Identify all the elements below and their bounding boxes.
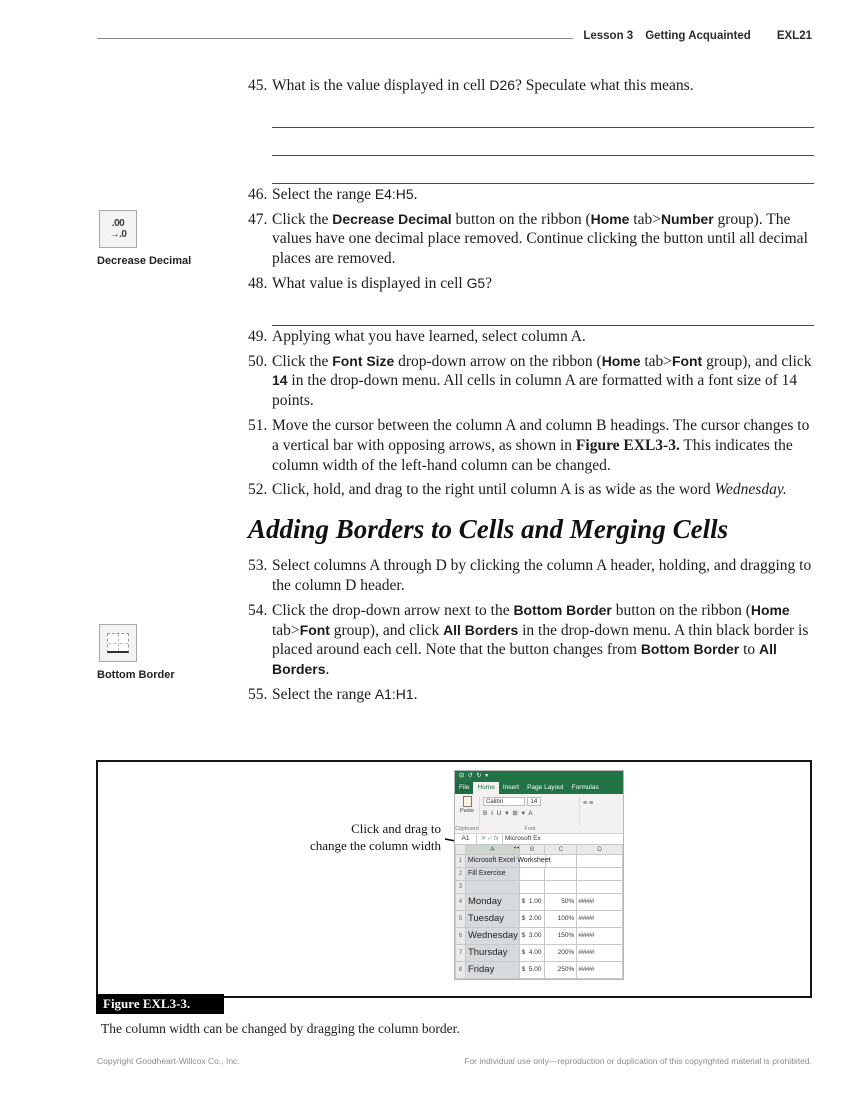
step-text-segment: . bbox=[413, 185, 418, 203]
figure-annotation-line2: change the column width bbox=[309, 838, 441, 853]
step-number: 46. bbox=[248, 185, 268, 203]
step-item bbox=[248, 685, 814, 705]
worksheet-cell bbox=[577, 868, 623, 881]
footer-usage-notice: For individual use only—reproduction or duplication of this copyrighted material is prohibited. bbox=[464, 1056, 812, 1066]
column-resize-cursor: ↔ bbox=[512, 841, 521, 851]
font-name-box: Calibri bbox=[483, 797, 525, 806]
step-text bbox=[272, 601, 814, 680]
worksheet-cell: Wednesday bbox=[466, 928, 520, 945]
step-number: 48. bbox=[248, 274, 268, 292]
step-text bbox=[272, 210, 814, 269]
worksheet-row bbox=[456, 911, 623, 928]
clipboard-icon bbox=[463, 796, 472, 807]
worksheet-cell: ##### bbox=[577, 911, 623, 928]
answer-blank-line bbox=[272, 299, 814, 326]
answer-blank-line bbox=[272, 157, 814, 184]
worksheet-cell: 50% bbox=[545, 894, 577, 911]
worksheet-cell: Thursday bbox=[466, 945, 520, 962]
step-text bbox=[272, 76, 814, 96]
worksheet-cell: 200% bbox=[545, 945, 577, 962]
step-text-segment: Bottom Border bbox=[640, 641, 740, 658]
steps-53-to-55 bbox=[248, 556, 814, 705]
row-number: 1 bbox=[456, 855, 466, 868]
step-item bbox=[248, 274, 814, 294]
step-text-segment: Home bbox=[590, 210, 630, 227]
step-text-segment: Font Size bbox=[332, 352, 395, 369]
step-text bbox=[272, 352, 814, 411]
step-number: 49. bbox=[248, 327, 268, 345]
worksheet-cell: ##### bbox=[577, 928, 623, 945]
header-rule bbox=[97, 38, 573, 39]
step-text-segment: Home bbox=[750, 601, 790, 618]
step-number: 52. bbox=[248, 481, 268, 499]
step-text-segment: Home bbox=[601, 352, 641, 369]
step-item bbox=[248, 352, 814, 411]
row-number: 8 bbox=[456, 962, 466, 979]
column-header-b: B bbox=[520, 845, 546, 855]
decrease-decimal-glyph-top: .00 bbox=[111, 218, 125, 229]
ribbon-tab-home: Home bbox=[473, 782, 498, 794]
step-text-segment: group), and click bbox=[702, 352, 812, 370]
step-number: 55. bbox=[248, 685, 268, 703]
row-number: 7 bbox=[456, 945, 466, 962]
step-text-segment: group). The values have one decimal place removed. Continue clicking the button until all decimal places are removed. bbox=[272, 210, 808, 268]
step-text bbox=[272, 327, 814, 347]
worksheet-cell: Microsoft Excel Worksheet bbox=[466, 855, 520, 868]
ribbon-tab-insert: Insert bbox=[502, 784, 520, 791]
worksheet-cell: Fill Exercise bbox=[466, 868, 520, 881]
formula-bar bbox=[455, 834, 623, 845]
step-text-segment: 14 bbox=[272, 372, 288, 389]
decrease-decimal-callout bbox=[97, 210, 227, 267]
bottom-border-glyph bbox=[107, 633, 129, 653]
step-text-segment: button on the ribbon ( bbox=[451, 210, 591, 228]
worksheet-row bbox=[456, 881, 623, 894]
step-text-segment: Select the range bbox=[272, 185, 375, 203]
figure-box bbox=[96, 760, 812, 998]
figure-annotation-line1: Click and drag to bbox=[351, 821, 441, 836]
page-footer bbox=[97, 1056, 812, 1066]
step-item bbox=[248, 185, 814, 205]
ribbon bbox=[455, 794, 623, 834]
step-item bbox=[248, 210, 814, 269]
step-text-segment: Font bbox=[299, 621, 330, 638]
step-text-segment: ? bbox=[485, 274, 493, 292]
row-number: 3 bbox=[456, 881, 466, 894]
step-number: 51. bbox=[248, 416, 268, 434]
step-text-segment: button on the ribbon ( bbox=[611, 601, 751, 619]
bottom-border-icon bbox=[99, 624, 137, 662]
step-text-segment: What is the value displayed in cell bbox=[272, 77, 490, 94]
answer-blank-line bbox=[272, 101, 814, 128]
step-number: 47. bbox=[248, 210, 268, 228]
worksheet-row bbox=[456, 962, 623, 979]
column-header-d: D bbox=[577, 845, 623, 855]
worksheet-cell bbox=[545, 868, 577, 881]
step-item bbox=[248, 480, 814, 500]
step-item bbox=[248, 416, 814, 475]
row-number: 6 bbox=[456, 928, 466, 945]
answer-blank-line bbox=[272, 129, 814, 156]
step-item bbox=[248, 601, 814, 680]
alignment-icons: ≡ ≡ bbox=[583, 800, 594, 807]
section-heading: Adding Borders to Cells and Merging Cells bbox=[248, 514, 729, 545]
step-text-segment: Wednesday. bbox=[714, 481, 787, 499]
select-all-corner bbox=[456, 845, 466, 855]
paste-label: Paste bbox=[459, 808, 475, 814]
worksheet-cell: Tuesday bbox=[466, 911, 520, 928]
worksheet-cell: $ 1.00 bbox=[520, 894, 546, 911]
worksheet-row bbox=[456, 928, 623, 945]
worksheet-cell bbox=[577, 855, 623, 868]
formula-icons: ✕ ✓ fx bbox=[477, 834, 503, 844]
step-text bbox=[272, 274, 814, 294]
worksheet-cell: $ 5.00 bbox=[520, 962, 546, 979]
column-header-a: A bbox=[466, 845, 520, 855]
figure-caption: The column width can be changed by dragging the column border. bbox=[101, 1021, 460, 1036]
step-text bbox=[272, 685, 814, 705]
worksheet-cell: 100% bbox=[545, 911, 577, 928]
ribbon-separator bbox=[479, 797, 480, 825]
step-text-segment: All Borders bbox=[443, 621, 519, 638]
worksheet-cell bbox=[520, 868, 546, 881]
page-header bbox=[97, 30, 812, 42]
decrease-decimal-label: Decrease Decimal bbox=[97, 255, 192, 267]
worksheet-cell: ##### bbox=[577, 894, 623, 911]
format-buttons: B I U ▾ ⊞ ▾ A bbox=[483, 810, 534, 817]
ribbon-tab-bar bbox=[455, 782, 623, 794]
worksheet-cell: ##### bbox=[577, 962, 623, 979]
step-text-segment: Click the bbox=[272, 210, 333, 228]
worksheet-cell: $ 4.00 bbox=[520, 945, 546, 962]
worksheet-row bbox=[456, 945, 623, 962]
row-number: 2 bbox=[456, 868, 466, 881]
step-item bbox=[248, 327, 814, 347]
paste-button bbox=[457, 796, 477, 814]
step-text-segment: group), and click bbox=[329, 621, 444, 639]
instructions bbox=[248, 76, 814, 710]
figure-annotation bbox=[258, 820, 441, 854]
font-controls bbox=[483, 797, 541, 806]
worksheet-cell: 250% bbox=[545, 962, 577, 979]
font-size-box: 14 bbox=[527, 797, 541, 806]
worksheet-cell bbox=[545, 881, 577, 894]
decrease-decimal-icon bbox=[99, 210, 137, 248]
ribbon-tab-formulas: Formulas bbox=[571, 784, 599, 791]
step-text-segment: All Borders bbox=[272, 641, 777, 678]
step-text-segment: Bottom Border bbox=[513, 601, 612, 618]
step-text-segment: What value is displayed in cell bbox=[272, 274, 467, 292]
step-text-segment: . bbox=[413, 685, 418, 703]
bottom-border-callout bbox=[97, 624, 227, 681]
step-text-segment: tab> bbox=[640, 352, 673, 370]
column-header-c: C bbox=[545, 845, 577, 855]
step-number: 53. bbox=[248, 557, 268, 575]
step-text-segment: in the drop-down menu. A thin black border is placed around each cell. Note that the button changes from bbox=[272, 621, 809, 659]
figure-label: Figure EXL3-3. bbox=[96, 994, 224, 1014]
step-text-segment: in the drop-down menu. All cells in column A are formatted with a font size of 14 points. bbox=[272, 372, 798, 410]
step-text bbox=[272, 185, 814, 205]
worksheet-row bbox=[456, 855, 623, 868]
worksheet-cell: $ 3.00 bbox=[520, 928, 546, 945]
footer-copyright: Copyright Goodheart-Willcox Co., Inc. bbox=[97, 1056, 240, 1066]
step-text-segment: drop-down arrow on the ribbon ( bbox=[394, 352, 602, 370]
row-number: 4 bbox=[456, 894, 466, 911]
step-item bbox=[248, 76, 814, 96]
worksheet-cell: Monday bbox=[466, 894, 520, 911]
step-text-segment: Figure EXL3-3. bbox=[575, 436, 680, 454]
excel-titlebar bbox=[455, 771, 623, 782]
excel-screenshot bbox=[454, 770, 624, 980]
step-text-segment: E4:H5 bbox=[374, 185, 414, 202]
step-text-segment: Move the cursor between the column A and column B headings. The cursor changes to a vertical bar with opposing arrows, as shown in bbox=[272, 416, 810, 454]
step-text bbox=[272, 556, 814, 596]
bottom-border-label: Bottom Border bbox=[97, 669, 175, 681]
step-text-segment: . bbox=[325, 661, 330, 679]
worksheet-cell bbox=[520, 881, 546, 894]
step-text-segment: G5 bbox=[466, 274, 486, 291]
ribbon-separator-2 bbox=[579, 797, 580, 825]
step-text-segment: Click the bbox=[272, 352, 333, 370]
step-text-segment: Font bbox=[672, 352, 703, 369]
quick-access-toolbar-icons: ⊟ ↺ ↻ ▾ bbox=[459, 773, 490, 779]
font-group-label: Font bbox=[524, 826, 536, 832]
step-text-segment: to bbox=[739, 641, 760, 659]
step-number: 50. bbox=[248, 352, 268, 370]
step-text-segment: Number bbox=[660, 210, 714, 227]
step-text-segment: Decrease Decimal bbox=[332, 210, 452, 227]
ribbon-tab-file: File bbox=[455, 782, 473, 794]
header-lesson: Lesson 3 bbox=[583, 30, 634, 42]
worksheet-grid bbox=[455, 845, 623, 979]
formula-text: Microsoft Ex bbox=[505, 835, 541, 842]
grid-header-row bbox=[456, 845, 623, 855]
step-text-segment: Select the range bbox=[272, 685, 375, 703]
step-number: 45. bbox=[248, 77, 268, 94]
worksheet-cell: $ 2.00 bbox=[520, 911, 546, 928]
worksheet-cell bbox=[466, 881, 520, 894]
header-page-code: EXL21 bbox=[776, 30, 812, 42]
step-text bbox=[272, 480, 814, 500]
step-text-segment: Applying what you have learned, select column A. bbox=[272, 327, 586, 345]
step-text-segment: tab> bbox=[629, 210, 661, 228]
step-text-segment: Select columns A through D by clicking the column A header, holding, and dragging to the column D header. bbox=[272, 557, 812, 594]
step-text-segment: A1:H1 bbox=[374, 685, 414, 702]
decrease-decimal-glyph-bottom: →.0 bbox=[109, 229, 127, 240]
step-text-segment: tab> bbox=[272, 621, 300, 639]
step-text-segment: This indicates the column width of the left-hand column can be changed. bbox=[272, 436, 793, 474]
step-text bbox=[272, 416, 814, 475]
worksheet-cell bbox=[577, 881, 623, 894]
name-box: A1 bbox=[455, 834, 477, 844]
worksheet-row bbox=[456, 868, 623, 881]
ribbon-tab-page-layout: Page Layout bbox=[527, 784, 564, 791]
worksheet-cell: 150% bbox=[545, 928, 577, 945]
clipboard-group-label: Clipboard bbox=[455, 826, 479, 832]
worksheet-cell: Friday bbox=[466, 962, 520, 979]
step-text-segment: Click, hold, and drag to the right until column A is as wide as the word bbox=[272, 481, 715, 499]
header-title: Getting Acquainted bbox=[645, 30, 751, 42]
step-number: 54. bbox=[248, 601, 268, 619]
step-text-segment: Click the drop-down arrow next to the bbox=[272, 601, 514, 619]
steps-45-to-52 bbox=[248, 76, 814, 500]
step-item bbox=[248, 556, 814, 596]
step-text-segment: ? Speculate what this means. bbox=[514, 77, 694, 94]
worksheet-row bbox=[456, 894, 623, 911]
worksheet-cell: ##### bbox=[577, 945, 623, 962]
row-number: 5 bbox=[456, 911, 466, 928]
step-text-segment: D26 bbox=[489, 77, 515, 93]
